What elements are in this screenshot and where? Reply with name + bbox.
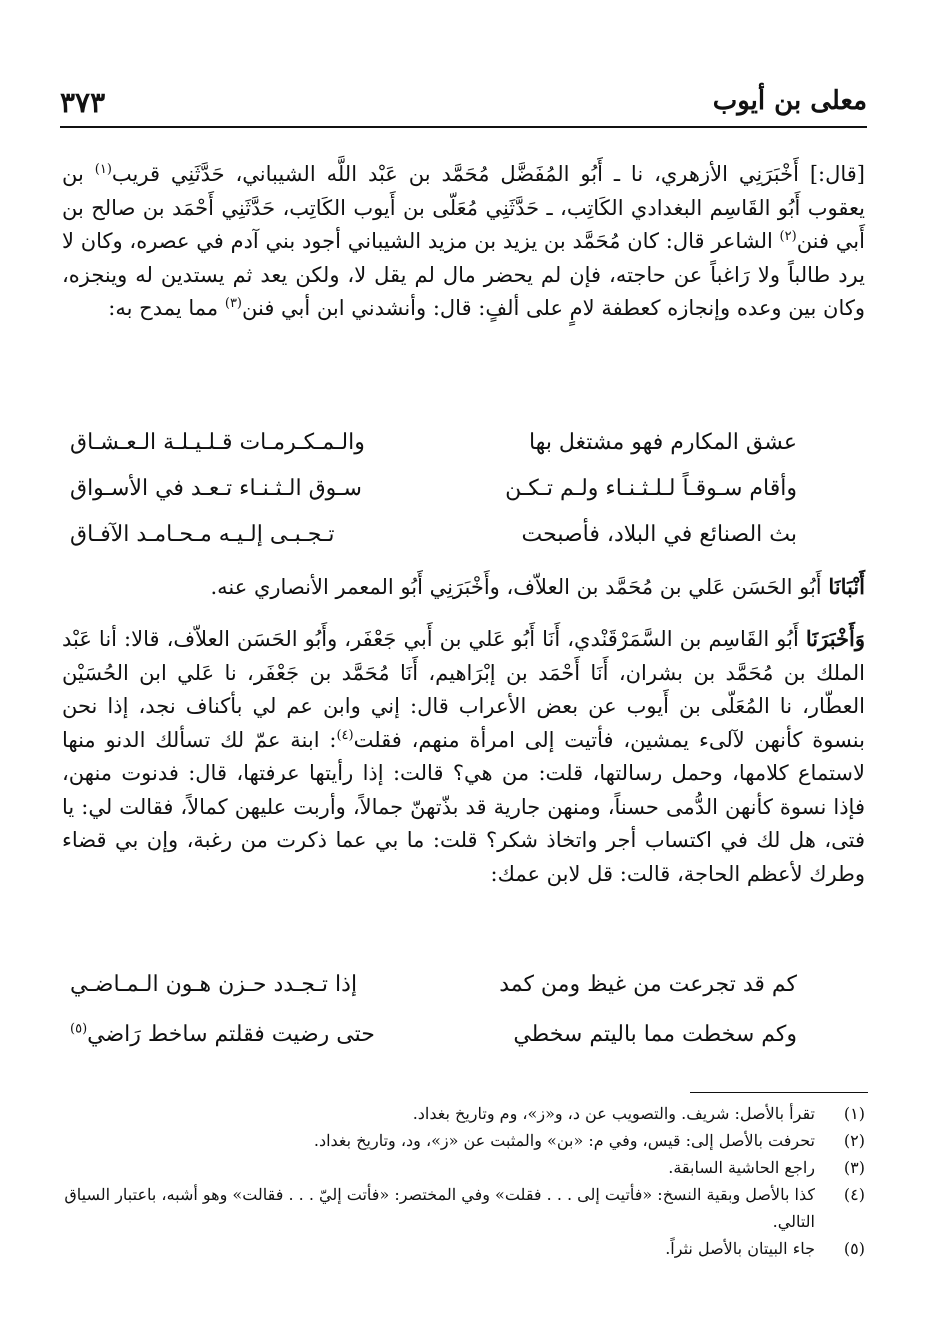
- footnote-5: [60, 1235, 865, 1262]
- verse-second-hemistich: والـمـكـرمـات قـلـيـلـة الـعـشـاق: [70, 430, 365, 455]
- footnote-text: تقرأ بالأصل: شريف. والتصويب عن د، و«ز»، وم وتاريخ بغداد.: [412, 1104, 815, 1123]
- footnote-1: [60, 1100, 865, 1127]
- footnote-ref-1: (١): [94, 162, 112, 177]
- intro-text-d: مما يمدح به:: [108, 296, 225, 320]
- footnote-text: تحرفت بالأصل إلى: قيس، وفي م: «بن» والمثبت عن «ز»، ود، وتاريخ بغداد.: [313, 1131, 815, 1150]
- footnote-number: (٤): [843, 1185, 865, 1204]
- poem1-verse-1: [70, 430, 797, 466]
- footnote-3: [60, 1154, 865, 1181]
- poem1-verse-2: [70, 476, 797, 512]
- footnote-ref-4: (٤): [336, 727, 354, 743]
- footnote-ref-3: (٣): [224, 296, 242, 311]
- verse-second-hemistich: تـجـبـى إلـيـه مـحـامـد الآفـاق: [70, 522, 335, 547]
- page-number: ٣٧٣: [60, 86, 106, 119]
- footnote-text: كذا بالأصل وبقية النسخ: «فأتيت إلى . . . فقلت» وفي المختصر: «فأتت إليّ . . . فقالت» وهو أشبه، باعتبار السياق التالي.: [64, 1185, 815, 1231]
- footnote-ref-5: (٥): [70, 1021, 88, 1037]
- footnote-4: [60, 1181, 865, 1235]
- poem2-verse-2: [70, 1022, 797, 1058]
- footnote-2: [60, 1127, 865, 1154]
- isnad-text-a: أَبُو القَاسِم بن السَّمَرْقَنْدي، أَنَا أَبُو عَلي بن أَبي جَعْفَر، وأَبُو الحَسَن العلاّف، قالا: أنا عَبْد الملك بن مُحَمَّد بن بشران، أَنَا أَحْمَد بن إبْرَاهيم، أَنَا مُحَمَّد بن جَعْفَر، نا عَلي ابن الحُسَيْن العطّار، نا المُعَلّى بن أَيوب عن بعض الأعراب قال: إني وابن عم لي بأكناف نجد، إذا نحن بنسوة كأنهن لآلىء يمشين، فأتيت إلى امرأة منهم، فقلت: [62, 627, 865, 752]
- verse-text: حتى رضيت فقلتم ساخط رَاضي: [87, 1022, 375, 1047]
- footnotes: [60, 1100, 865, 1262]
- verse-first-hemistich: عشق المكارم فهو مشتغل بها: [528, 430, 797, 455]
- footnote-text: راجع الحاشية السابقة.: [668, 1158, 815, 1177]
- isnad-paragraph-2: [62, 622, 865, 891]
- isnad-text: أَبُو الحَسَن عَلي بن مُحَمَّد بن العلاّف، وأَخْبَرَنِي أَبُو المعمر الأنصاري عنه.: [210, 575, 829, 599]
- isnad-text-b: : ابنة عمّ لك تسألك الدنو منها لاستماع كلامها، وحمل رسالتها، قلت: من هي؟ قالت: إذا رأيتها عرفتها، قال: فدنوت منهن، فإذا نسوة كأنهن الدُّمى حسناً، ومنهن جارية قد بذّتهنّ جمالاً، وأربت عليهن كمالاً، فقالت لي: يا فتى، هل لك في اكتساب أجر واتخاذ شكر؟ قلت: ما بي عما ذكرت من رغبة، وإن بي قضاء وطرك لأعظم الحاجة، قالت: قل لابن عمك:: [62, 727, 866, 886]
- isnad-lead-word: وَأَخْبَرَنَا: [805, 626, 865, 651]
- footnote-rule: [690, 1092, 868, 1093]
- header-rule: [60, 126, 867, 128]
- verse-first-hemistich: كم قد تجرعت من غيظ ومن كمد: [499, 972, 797, 997]
- footnote-number: (١): [843, 1104, 865, 1123]
- intro-paragraph: [62, 158, 865, 326]
- intro-text-a: [قال:] أَخْبَرَنِي الأزهري، نا ـ أَبُو المُفَضَّل مُحَمَّد بن عَبْد اللَّه الشيباني، حَدَّثَنِي قريب: [111, 162, 865, 186]
- verse-second-hemistich: [70, 1022, 375, 1047]
- isnad-lead-word: أَنْبَانَا: [828, 574, 865, 599]
- poem1-verse-3: [70, 522, 797, 558]
- footnote-ref-2: (٢): [779, 229, 797, 244]
- verse-second-hemistich: إذا تـجـدد حـزن هـون الـمـاضـي: [70, 972, 358, 997]
- footnote-text: جاء البيتان بالأصل نثراً.: [665, 1239, 815, 1258]
- intro-text-c: الشاعر قال: كان مُحَمَّد بن يزيد بن مزيد الشيباني أجود بني آدم في عصره، وكان لا يرد طالباً ولا رَاغباً عن حاجته، فإن لم يحضر مال لم يقل لا، ولكن يعد ثم يستدين له وينجزه، وكان بين وعده وإنجازه كعطفة لامٍ على ألفٍ: قال: وأنشدني ابن أبي فنن: [62, 229, 865, 320]
- running-title: معلى بن أيوب: [712, 86, 867, 116]
- intro-text-b: بن يعقوب أَبُو القَاسِم البغدادي الكَاتِب، ـ حَدَّثَنِي مُعَلّى بن أَيوب الكَاتِب، حَدَّثَنِي أَحْمَد بن صالح بن أَبي فنن: [62, 162, 865, 253]
- footnote-number: (٢): [843, 1131, 865, 1150]
- verse-first-hemistich: بث الصنائع في البلاد، فأصبحت: [521, 522, 797, 547]
- isnad-paragraph-1: [62, 570, 865, 605]
- poem2-verse-1: [70, 972, 797, 1008]
- footnote-number: (٥): [843, 1239, 865, 1258]
- footnote-number: (٣): [843, 1158, 865, 1177]
- page-header: [60, 86, 867, 122]
- verse-first-hemistich: وكم سخطت مما باليتم سخطي: [513, 1022, 797, 1047]
- verse-second-hemistich: سـوق الـثـنـاء تـعـد في الأسـواق: [70, 476, 362, 501]
- verse-first-hemistich: وأقام سـوقـاً لـلـثـنـاء ولـم تـكـن: [505, 476, 797, 501]
